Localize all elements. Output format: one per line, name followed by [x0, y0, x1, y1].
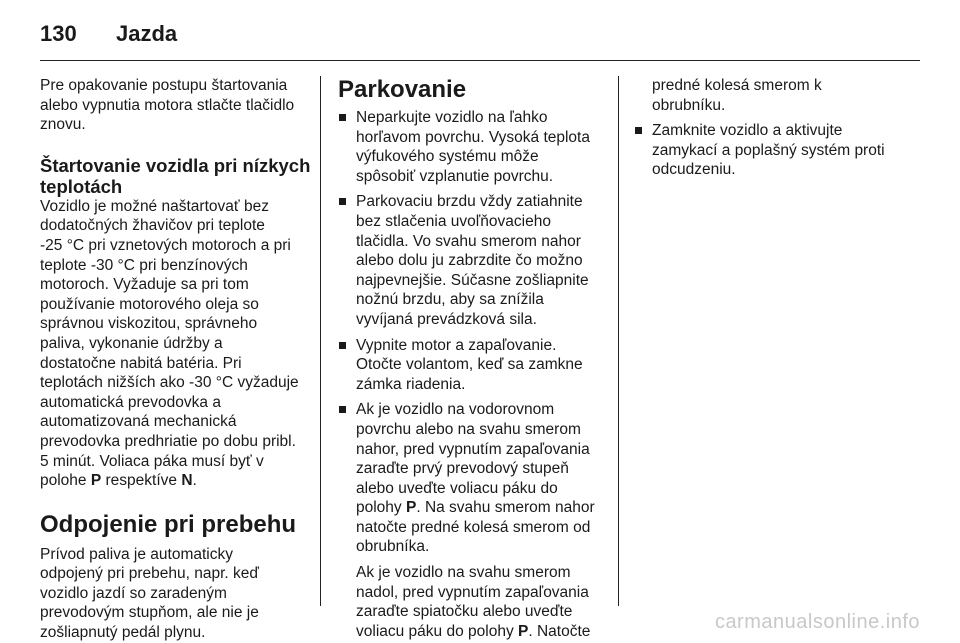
gear-p-label: P: [518, 622, 529, 640]
continued-text: predné kolesá smerom k obrubníku.: [652, 77, 822, 114]
list-item: Parkovaciu brzdu vždy zatiahnite bez stlačenia uvoľňovacieho tlačidla. Vo svahu smerom nahor alebo dolu ju zabrzdite čo možno najpevnejšie. Súčasne zošliapnite nožnú brzdu, aby sa znížila vyvíjaná prevádzková sila.: [338, 192, 608, 329]
list-item: Neparkujte vozidlo na ľahko horľavom povrchu. Vysoká teplota výfukového systému môže spôsobiť vzplanutie povrchu.: [338, 108, 608, 186]
list-item: Zamknite vozidlo a aktivujte zamykací a poplašný systém proti odcudzeniu.: [634, 121, 914, 180]
column-3: [634, 76, 914, 186]
text-line: znovu.: [40, 116, 86, 134]
bullet-square-icon: [339, 198, 346, 205]
bullet-square-icon: [339, 114, 346, 121]
text-line: Pre opakovanie postupu štartovania: [40, 77, 288, 94]
column-1: [40, 76, 312, 643]
heading-cold-start: Štartovanie vozidla pri nízkych teplotách: [40, 154, 311, 197]
bullet-square-icon: [635, 127, 642, 134]
list-item: Vypnite motor a zapaľovanie. Otočte volantom, keď sa zamkne zámka riadenia.: [338, 336, 608, 395]
header-divider: [40, 60, 920, 61]
heading-fuel-cutoff: Odpojenie pri prebehu: [40, 510, 297, 538]
gear-n-label: N: [181, 472, 193, 490]
heading-parking: Parkovanie: [338, 76, 467, 103]
bullet-square-icon: [339, 342, 346, 349]
column-divider-1: [320, 76, 321, 606]
page-header: [40, 18, 177, 50]
column-2: [338, 76, 608, 641]
bullet-square-icon: [339, 406, 346, 413]
watermark: carmanualsonline.info: [714, 611, 920, 633]
gear-p-label: P: [90, 472, 102, 490]
cold-start-paragraph: Vozidlo je možné naštartovať bez dodatočných žhavičov pri teplote -25 °C pri vznetových motoroch a pri teplote -30 °C pri benzínových motoroch. Vyžaduje sa pri tom používanie motorového oleja so správnou viskozitou, správneho paliva, vykonanie údržby a dostatočne nabitá batéria. Pri teplotách nižších ako -30 °C vyžaduje automatická prevodovka a automatizovaná mechanická prevodovka predhriatie po dobu pribl. 5 minút. Voliaca páka musí byť v polohe P respektíve N.: [40, 197, 312, 491]
fuel-cutoff-paragraph: Prívod paliva je automaticky odpojený pri prebehu, napr. keď vozidlo jazdí so zaradeným prevodovým stupňom, ale nie je zošliapnutý pedál plynu.: [40, 545, 259, 642]
section-title: Jazda: [116, 21, 178, 46]
text-line: polohe P respektíve N.: [40, 472, 197, 490]
list-item: Ak je vozidlo na vodorovnom povrchu alebo na svahu smerom nahor, pred vypnutím zapaľovania zaraďte prvý prevodový stupeň alebo uveďte voliacu páku do polohy P. Na svahu smerom nahor natočte predné kolesá smerom od obrubníka.: [338, 400, 608, 557]
intro-paragraph: [40, 76, 312, 135]
text-line: alebo vypnutia motora stlačte tlačidlo: [40, 96, 295, 114]
gear-p-label: P: [405, 499, 417, 517]
column-divider-2: [618, 76, 619, 606]
page-number: 130: [40, 21, 77, 46]
downhill-paragraph: Ak je vozidlo na svahu smerom nadol, pred vypnutím zapaľovania zaraďte spiatočku alebo uveďte voliacu páku do polohy P. Natočte: [356, 564, 591, 640]
